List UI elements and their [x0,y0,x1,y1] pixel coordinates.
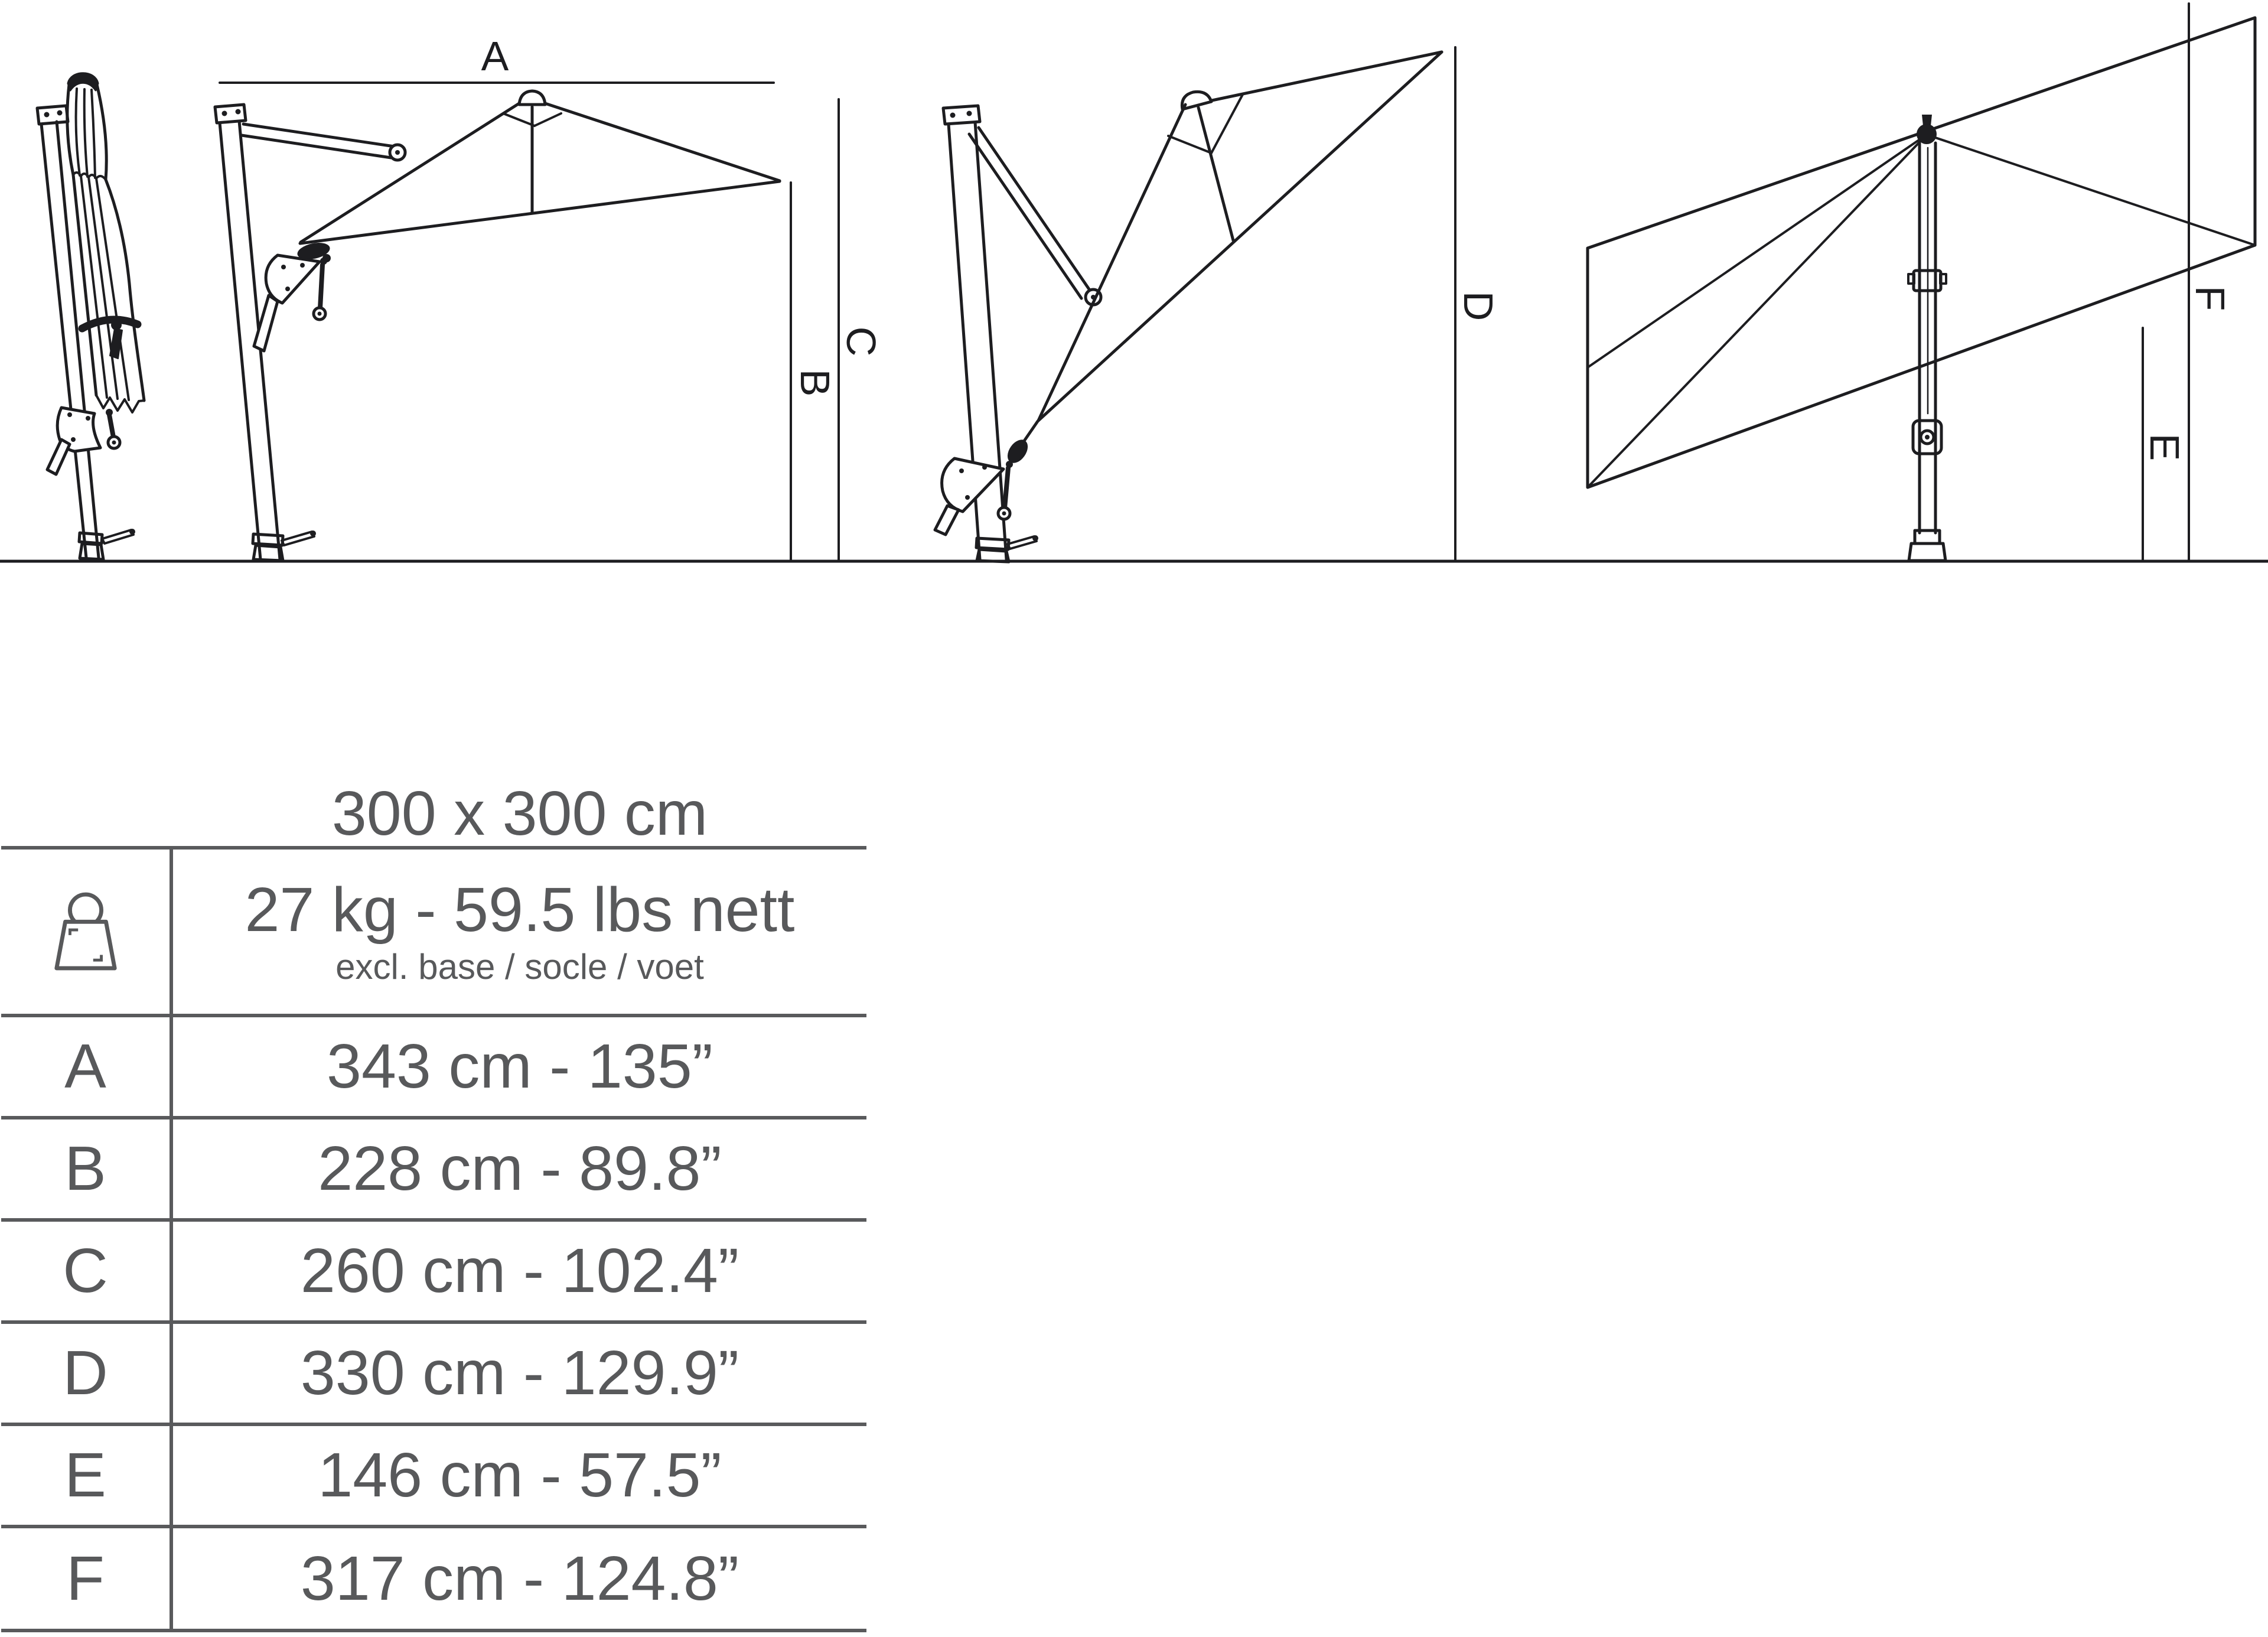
row-key: C [1,1222,173,1320]
size-header: 300 x 300 cm [331,779,708,848]
dimension-f [2187,4,2233,561]
table-row-weight [1,850,866,1017]
row-value: 260 cm - 102.4” [300,1236,739,1306]
weight-icon-cell [1,850,173,1014]
dimension-e [2142,328,2188,561]
row-value: 317 cm - 124.8” [300,1543,739,1613]
table-row [1,1119,866,1222]
dimension-f-label: F [2187,285,2233,311]
row-key: B [1,1119,173,1218]
row-key: A [1,1017,173,1116]
table-row [1,1426,866,1528]
table-row [1,1528,866,1632]
weight-note: excl. base / socle / voet [335,947,704,987]
row-key: F [1,1528,173,1629]
table-row [1,1222,866,1324]
row-value: 228 cm - 89.8” [318,1134,722,1203]
dimension-b-label: B [792,369,838,397]
dimension-a [220,33,774,83]
weight-icon [51,888,120,975]
spec-table [1,846,866,1632]
table-row [1,1324,866,1426]
dimension-c [838,99,884,561]
umbrella-tilted-drawing [935,52,1442,562]
table-row [1,1017,866,1119]
dimension-c-label: C [838,326,884,357]
row-value: 146 cm - 57.5” [318,1440,722,1510]
row-key: D [1,1324,173,1423]
umbrella-open-drawing [215,91,780,561]
row-value: 330 cm - 129.9” [300,1338,739,1408]
dimension-d-label: D [1455,291,1501,321]
weight-cell [173,850,866,1014]
dimension-e-label: E [2142,433,2188,461]
umbrella-closed-drawing [37,73,144,559]
weight-value: 27 kg - 59.5 lbs nett [245,875,795,945]
dimension-d [1455,47,1501,561]
row-value: 343 cm - 135” [327,1031,713,1101]
row-key: E [1,1426,173,1525]
umbrella-centerpole-drawing [1588,18,2255,561]
dimension-b [791,183,838,561]
dimension-a-label: A [481,33,509,79]
